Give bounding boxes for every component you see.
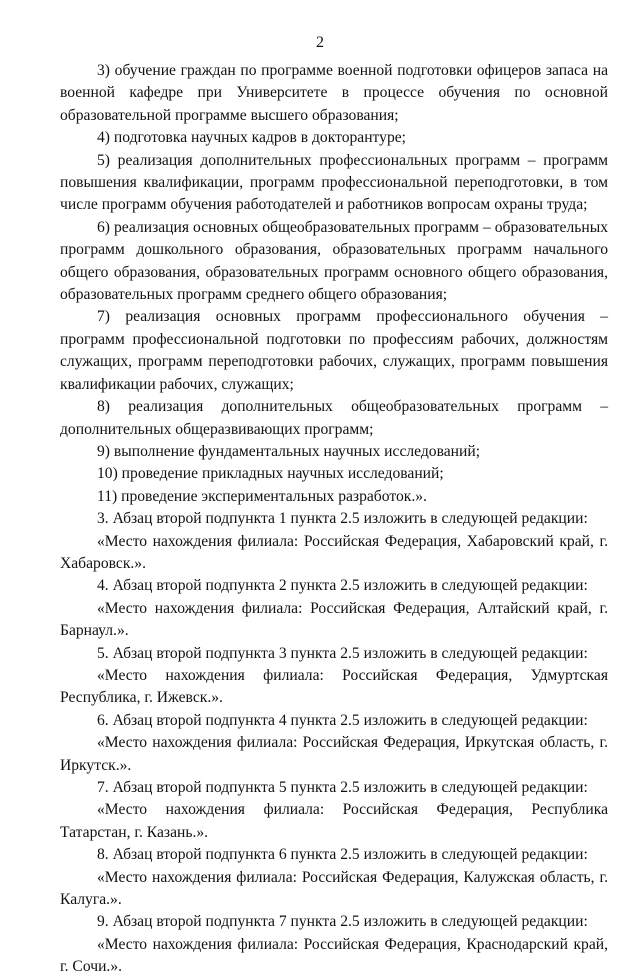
paragraph-item-11: 11) проведение экспериментальных разработок.». bbox=[97, 487, 427, 505]
paragraph-item-10: 10) проведение прикладных научных исследований; bbox=[97, 465, 444, 483]
amendment-6-text: «Место нахождения филиала: Российская Федерация, Иркутская область, г. Иркутск.». bbox=[60, 734, 608, 774]
amendment-5-text: «Место нахождения филиала: Российская Федерация, Удмуртская Республика, г. Ижевск.». bbox=[60, 666, 608, 707]
amendment-8-instruction: 8. Абзац второй подпункта 6 пункта 2.5 изложить в следующей редакции: bbox=[97, 846, 588, 864]
paragraph-item-4: 4) подготовка научных кадров в докторантуре; bbox=[97, 129, 407, 147]
paragraph-item-3: 3) обучение граждан по программе военной подготовки офицеров запаса на военной кафедре при Университете в процессе обучения по основной образовательной программе высшего образования; bbox=[60, 62, 608, 124]
amendment-9-text: «Место нахождения филиала: Российская Федерация, Краснодарский край, г. Сочи.». bbox=[60, 935, 608, 976]
paragraph-item-5: 5) реализация дополнительных профессиональных программ – программ повышения квалификации, программ профессиональной переподготовки, в том числе программ обучения работодателей и работников вопросам охраны труда; bbox=[60, 151, 608, 214]
amendment-4-text: «Место нахождения филиала: Российская Федерация, Алтайский край, г. Барнаул.». bbox=[60, 599, 608, 640]
amendment-3-text: «Место нахождения филиала: Российская Федерация, Хабаровский край, г. Хабаровск.». bbox=[60, 532, 608, 572]
amendment-5-instruction: 5. Абзац второй подпункта 3 пункта 2.5 изложить в следующей редакции: bbox=[97, 644, 588, 662]
amendment-6-instruction: 6. Абзац второй подпункта 4 пункта 2.5 изложить в следующей редакции: bbox=[97, 711, 588, 729]
amendment-9-instruction: 9. Абзац второй подпункта 7 пункта 2.5 изложить в следующей редакции: bbox=[97, 913, 588, 931]
amendment-8-text: «Место нахождения филиала: Российская Федерация, Калужская область, г. Калуга.». bbox=[60, 868, 608, 909]
amendment-7-text: «Место нахождения филиала: Российская Федерация, Республика Татарстан, г. Казань.». bbox=[60, 801, 608, 841]
paragraph-item-7: 7) реализация основных программ профессионального обучения – программ профессиональной подготовки по профессиям рабочих, должностям служащих, программ переподготовки рабочих, служащих, программ повышения квалификации рабочих, служащих; bbox=[60, 308, 608, 393]
paragraph-item-6: 6) реализация основных общеобразовательных программ – образовательных программ дошкольного образования, образовательных программ начального общего образования, образовательных программ основного общего образования, образовательных программ среднего общего образования; bbox=[60, 218, 608, 304]
amendment-7-instruction: 7. Абзац второй подпункта 5 пункта 2.5 изложить в следующей редакции: bbox=[97, 779, 588, 796]
paragraph-item-8: 8) реализация дополнительных общеобразовательных программ – дополнительных общеразвивающих программ; bbox=[60, 398, 608, 438]
page-number: 2 bbox=[316, 34, 324, 51]
amendment-4-instruction: 4. Абзац второй подпункта 2 пункта 2.5 изложить в следующей редакции: bbox=[97, 577, 588, 595]
amendment-3-instruction: 3. Абзац второй подпункта 1 пункта 2.5 изложить в следующей редакции: bbox=[97, 510, 588, 528]
paragraph-item-9: 9) выполнение фундаментальных научных исследований; bbox=[97, 442, 481, 460]
document-body bbox=[60, 60, 608, 979]
